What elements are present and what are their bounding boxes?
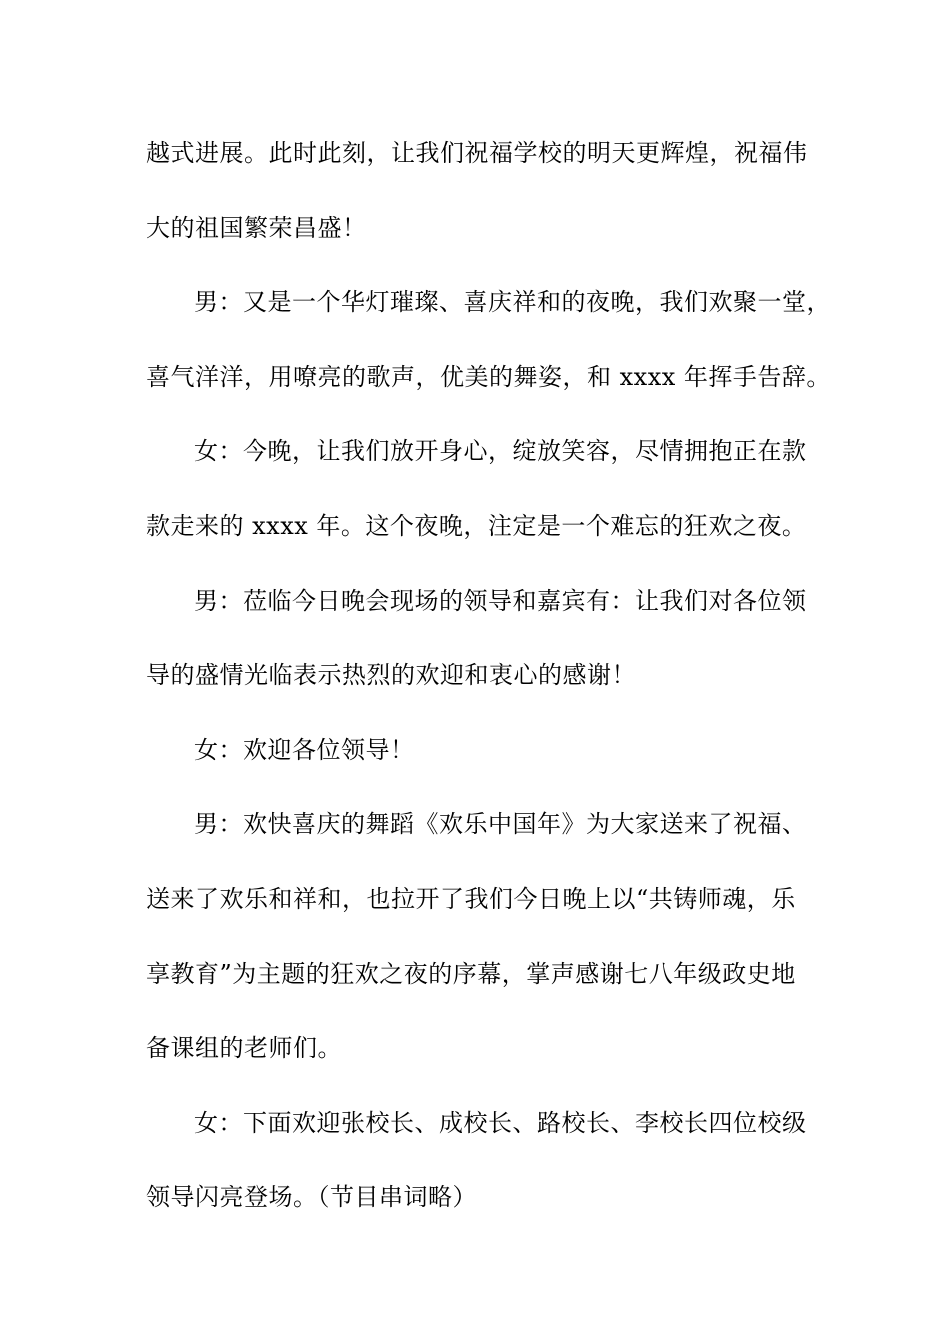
text-line: 男：莅临今日晚会现场的领导和嘉宾有：让我们对各位领 [194, 586, 807, 615]
text-line: 领导闪亮登场。（节目串词略） [146, 1183, 477, 1212]
text-line: 女：欢迎各位领导！ [194, 735, 415, 764]
text-line: 男：欢快喜庆的舞蹈《欢乐中国年》为大家送来了祝福、 [194, 810, 807, 839]
text-line: 越式进展。此时此刻，让我们祝福学校的明天更辉煌，祝福伟 [146, 139, 808, 167]
text-line: 享教育”为主题的狂欢之夜的序幕，掌声感谢七八年级政史地 [146, 959, 796, 988]
document-body [146, 128, 836, 1247]
text-line: 喜气洋洋，用嘹亮的歌声，优美的舞姿，和 xxxx 年挥手告辞。 [146, 362, 831, 391]
text-line: 款走来的 xxxx 年。这个夜晚，注定是一个难忘的狂欢之夜。 [146, 511, 807, 540]
text-line: 女：今晚，让我们放开身心，绽放笑容，尽情拥抱正在款 [194, 437, 807, 466]
text-line: 备课组的老师们。 [146, 1034, 342, 1063]
text-line: 女：下面欢迎张校长、成校长、路校长、李校长四位校级 [194, 1108, 807, 1137]
text-line: 大的祖国繁荣昌盛！ [146, 213, 367, 242]
text-line: 送来了欢乐和祥和，也拉开了我们今日晚上以“共铸师魂，乐 [146, 884, 796, 913]
text-line: 男：又是一个华灯璀璨、喜庆祥和的夜晚，我们欢聚一堂， [194, 288, 831, 317]
text-line: 导的盛情光临表示热烈的欢迎和衷心的感谢！ [146, 661, 636, 690]
